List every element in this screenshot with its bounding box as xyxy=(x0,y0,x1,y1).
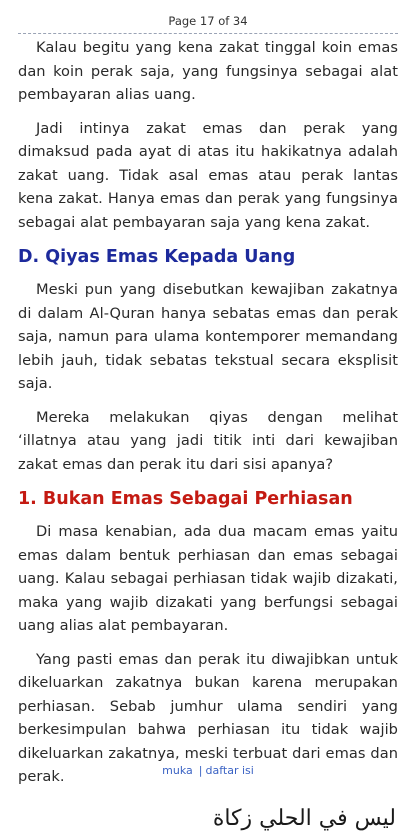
document-body xyxy=(18,36,398,835)
daftar-isi-link[interactable]: daftar isi xyxy=(205,764,254,777)
paragraph: Mereka melakukan qiyas dengan melihat ‘illatnya atau yang jadi titik inti dari kewajiban zakat emas dan perak itu dari sisi apanya? xyxy=(18,408,398,473)
footer-separator: | xyxy=(198,764,203,777)
page-indicator: Page 17 of 34 xyxy=(168,14,248,28)
header-divider xyxy=(18,33,398,34)
paragraph: Jadi intinya zakat emas dan perak yang dimaksud pada ayat di atas itu hakikatnya adalah zakat uang. Tidak asal emas atau perak lantas kena zakat. Hanya emas dan perak yang fungsinya sebagai alat pembayaran saja yang kena zakat. xyxy=(18,119,398,231)
paragraph: Meski pun yang disebutkan kewajiban zakatnya di dalam Al-Quran hanya sebatas emas dan perak saja, namun para ulama kontemporer memandang lebih jauh, tidak sebatas tekstual secara eksplisit saja. xyxy=(18,281,398,392)
paragraph: Kalau begitu yang kena zakat tinggal koin emas dan koin perak saja, yang fungsinya sebagai alat pembayaran alias uang. xyxy=(18,39,398,103)
section-heading-d: D. Qiyas Emas Kepada Uang xyxy=(18,247,296,267)
subsection-heading-1: 1. Bukan Emas Sebagai Perhiasan xyxy=(18,489,353,509)
footer-nav xyxy=(0,764,416,777)
muka-link[interactable]: muka xyxy=(162,764,193,777)
paragraph: Di masa kenabian, ada dua macam emas yaitu emas dalam bentuk perhiasan dan emas sebagai uang. Kalau sebagai perhiasan tidak wajib dizakati, maka yang wajib dizakati yang berfungsi sebagai uang alias alat pembayaran. xyxy=(18,523,398,634)
paragraph: Yang pasti emas dan perak itu diwajibkan untuk dikeluarkan zakatnya bukan karena merupakan perhiasan. Sebab jumhur ulama sendiri yang berkesimpulan bahwa perhiasan itu tidak wajib dikeluarkan zakatnya, meski terbuat dari emas dan perak. xyxy=(18,650,398,785)
arabic-quote: ليس في الحلي زكاة xyxy=(212,805,396,831)
